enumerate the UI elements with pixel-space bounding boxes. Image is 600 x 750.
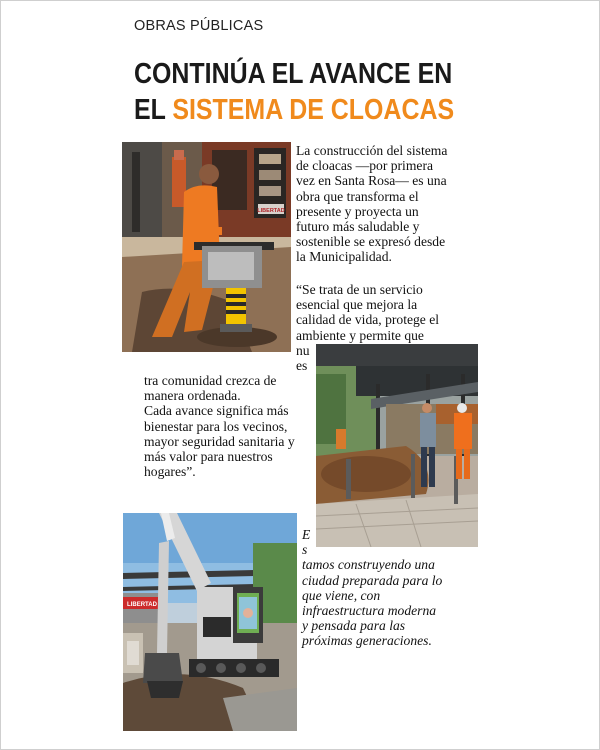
headline-line-1: CONTINÚA EL AVANCE EN [134,58,453,90]
text-line: calidad de vida, protege el [296,312,440,328]
article-paragraph-3 [302,527,482,649]
text-line: nu [296,342,310,358]
text-line: la Municipalidad. [296,249,392,265]
text-line: E [302,527,311,542]
text-line: es [296,358,308,374]
photo-excavator [123,513,297,731]
text-line: s [302,542,308,558]
text-line: hogares”. [144,464,196,480]
text-line: “Se trata de un servicio [296,282,423,297]
street-sign-text: LIBERTAD [127,602,157,608]
article-paragraph-2-continued [144,373,316,479]
text-line: sostenible se expresó desde [296,234,446,250]
headline-line-2-accent: SISTEMA DE CLOACAS [172,94,455,126]
text-line: tamos construyendo una [302,557,435,573]
text-line: infraestructura moderna [302,603,437,619]
text-line: ciudad preparada para lo [302,572,443,588]
text-line: presente y proyecta un [296,203,419,219]
shop-sign-text: LIBERTAD [257,208,285,214]
text-line: obra que transforma el [296,188,419,204]
article-paragraph-1 [296,143,481,265]
text-line: bienestar para los vecinos, [144,418,288,434]
text-line: más valor para nuestros [144,449,273,465]
text-line: futuro más saludable y [296,219,420,235]
text-line: esencial que mejora la [296,297,418,313]
text-line: mayor seguridad sanitaria y [144,433,295,449]
section-label: OBRAS PÚBLICAS [134,18,264,34]
photo-workers-site [316,344,478,547]
text-line: La construcción del sistema [296,143,448,158]
text-line: Cada avance significa más [144,403,289,419]
text-line: y pensada para las [302,618,406,634]
text-line: ambiente y permite que [296,327,424,343]
text-line: manera ordenada. [144,388,241,404]
text-line: tra comunidad crezca de [144,373,277,388]
photo-worker-compactor [122,142,291,352]
text-line: vez en Santa Rosa— es una [296,173,447,189]
text-line: próximas generaciones. [302,633,432,649]
text-line: de cloacas —por primera [296,158,434,174]
text-line: que viene, con [302,587,381,603]
article-paragraph-2-start [296,282,481,373]
headline-line-2-prefix: EL [134,94,173,126]
headline [134,56,454,128]
